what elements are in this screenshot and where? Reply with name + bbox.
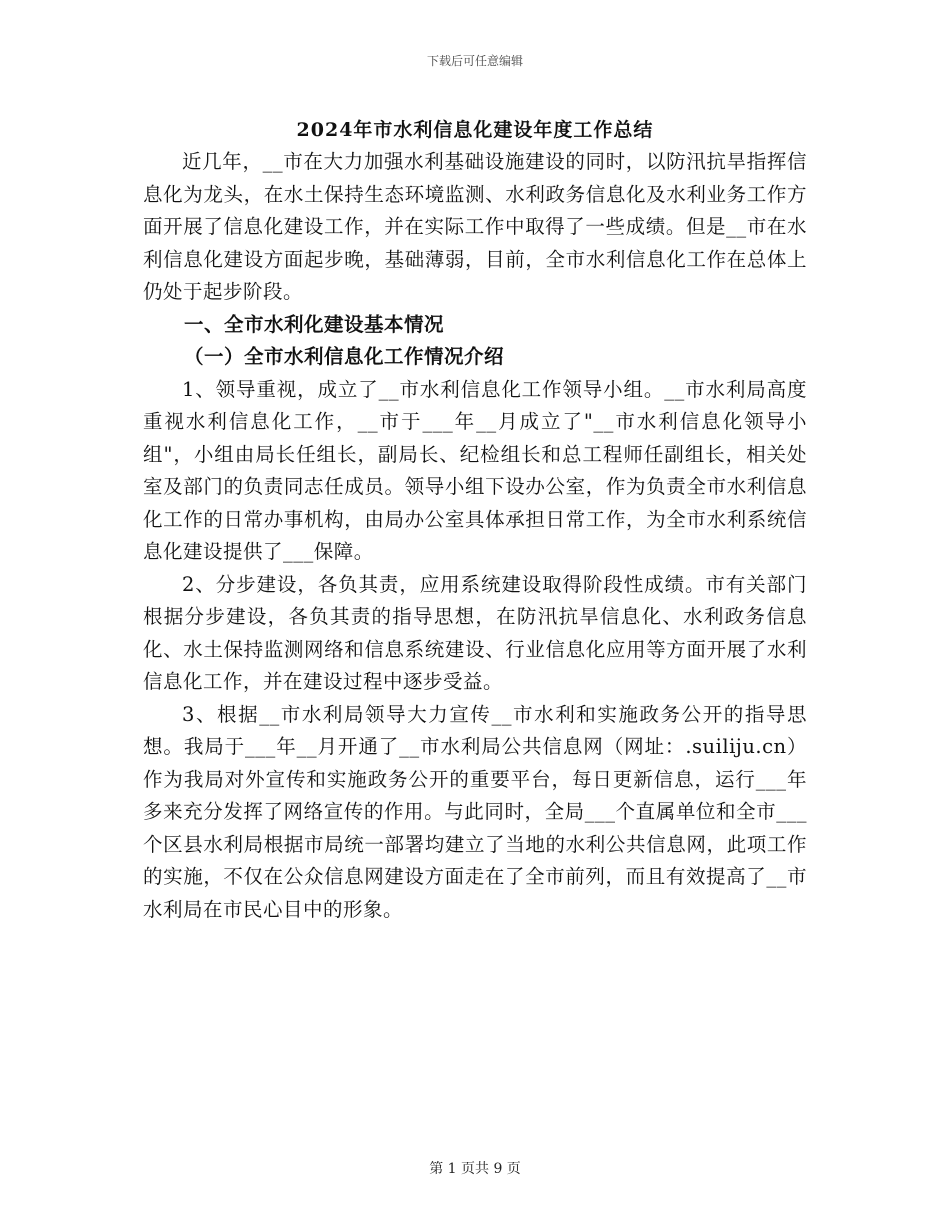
paragraph-1: 1、领导重视，成立了__市水利信息化工作领导小组。__市水利局高度重视水利信息化工作，__市于___年__月成立了"__市水利信息化领导小组"，小组由局长任组长，副局长、纪检组长和总工程师任副组长，相关处室及部门的负责同志任成员。领导小组下设办公室，作为负责全市水利信息化工作的日常办事机构，由局办公室具体承担日常工作，为全市水利系统信息化建设提供了___保障。 bbox=[143, 377, 807, 563]
page-footer: 第 1 页共 9 页 bbox=[429, 1161, 521, 1177]
document-body bbox=[143, 146, 807, 926]
document-title: 2024年市水利信息化建设年度工作总结 bbox=[296, 119, 654, 141]
page-header: 下载后可任意编辑 bbox=[426, 54, 523, 68]
paragraph-3: 3、根据__市水利局领导大力宣传__市水利和实施政务公开的指导思想。我局于___年__月开通了__市水利局公共信息网（网址：.suiliju.cn）作为我局对外宣传和实施政务公开的重要平台，每日更新信息，运行___年多来充分发挥了网络宣传的作用。与此同时，全局___个直属单位和全市___个区县水利局根据市局统一部署均建立了当地的水利公共信息网，此项工作的实施，不仅在公众信息网建设方面走在了全市前列，而且有效提高了__市水利局在市民心目中的形象。 bbox=[143, 702, 807, 921]
intro-paragraph: 近几年，__市在大力加强水利基础设施建设的同时，以防汛抗旱指挥信息化为龙头，在水土保持生态环境监测、水利政务信息化及水利业务工作方面开展了信息化建设工作，并在实际工作中取得了一些成绩。但是__市在水利信息化建设方面起步晚，基础薄弱，目前，全市水利信息化工作在总体上仍处于起步阶段。 bbox=[143, 150, 807, 303]
section-heading: 一、全市水利化建设基本情况 bbox=[184, 312, 445, 336]
subsection-heading: （一）全市水利信息化工作情况介绍 bbox=[184, 345, 505, 368]
paragraph-2: 2、分步建设，各负其责，应用系统建设取得阶段性成绩。市有关部门根据分步建设，各负其责的指导思想，在防汛抗旱信息化、水利政务信息化、水土保持监测网络和信息系统建设、行业信息化应用等方面开展了水利信息化工作，并在建设过程中逐步受益。 bbox=[143, 572, 807, 693]
